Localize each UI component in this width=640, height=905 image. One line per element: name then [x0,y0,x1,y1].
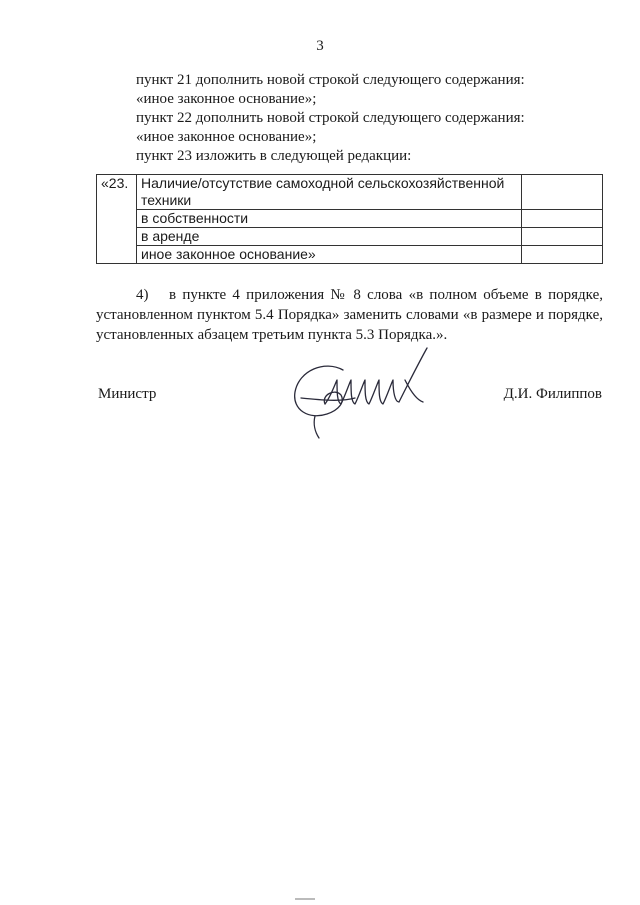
value-cell [522,175,603,210]
paragraph-text: в пункте 4 приложения № 8 слова «в полном объеме в порядке, установленном пунктом 5.4 Порядка» заменить словами «в размере и порядке, установленных абзацем третьим пункта 5.3 Порядка.». [96,287,603,343]
value-cell [522,210,603,228]
amendment-instructions [136,71,596,166]
scan-mark [295,898,315,900]
row-number-cell: «23. [97,175,137,264]
criterion-cell: в аренде [137,228,522,246]
instruction-line: «иное законное основание»; [136,129,317,145]
instruction-line: пункт 23 изложить в следующей редакции: [136,148,412,164]
instruction-line: «иное законное основание»; [136,91,317,107]
criterion-cell: иное законное основание» [137,246,522,264]
value-cell [522,228,603,246]
instruction-line: пункт 21 дополнить новой строкой следующего содержания: [136,72,525,88]
page-number: 3 [316,38,324,54]
paragraph-marker: 4) [136,287,149,303]
signatory-name: Д.И. Филиппов [503,386,602,402]
criterion-cell: Наличие/отсутствие самоходной сельскохозяйственной техники [137,175,522,210]
table-row [97,246,603,264]
table-row [97,175,603,210]
signatory-role: Министр [98,386,157,402]
table-row [97,210,603,228]
handwritten-signature [285,340,435,445]
value-cell [522,246,603,264]
table-row [97,228,603,246]
instruction-line: пункт 22 дополнить новой строкой следующего содержания: [136,110,525,126]
criteria-table [96,174,603,264]
paragraph-4 [96,285,603,345]
criterion-cell: в собственности [137,210,522,228]
